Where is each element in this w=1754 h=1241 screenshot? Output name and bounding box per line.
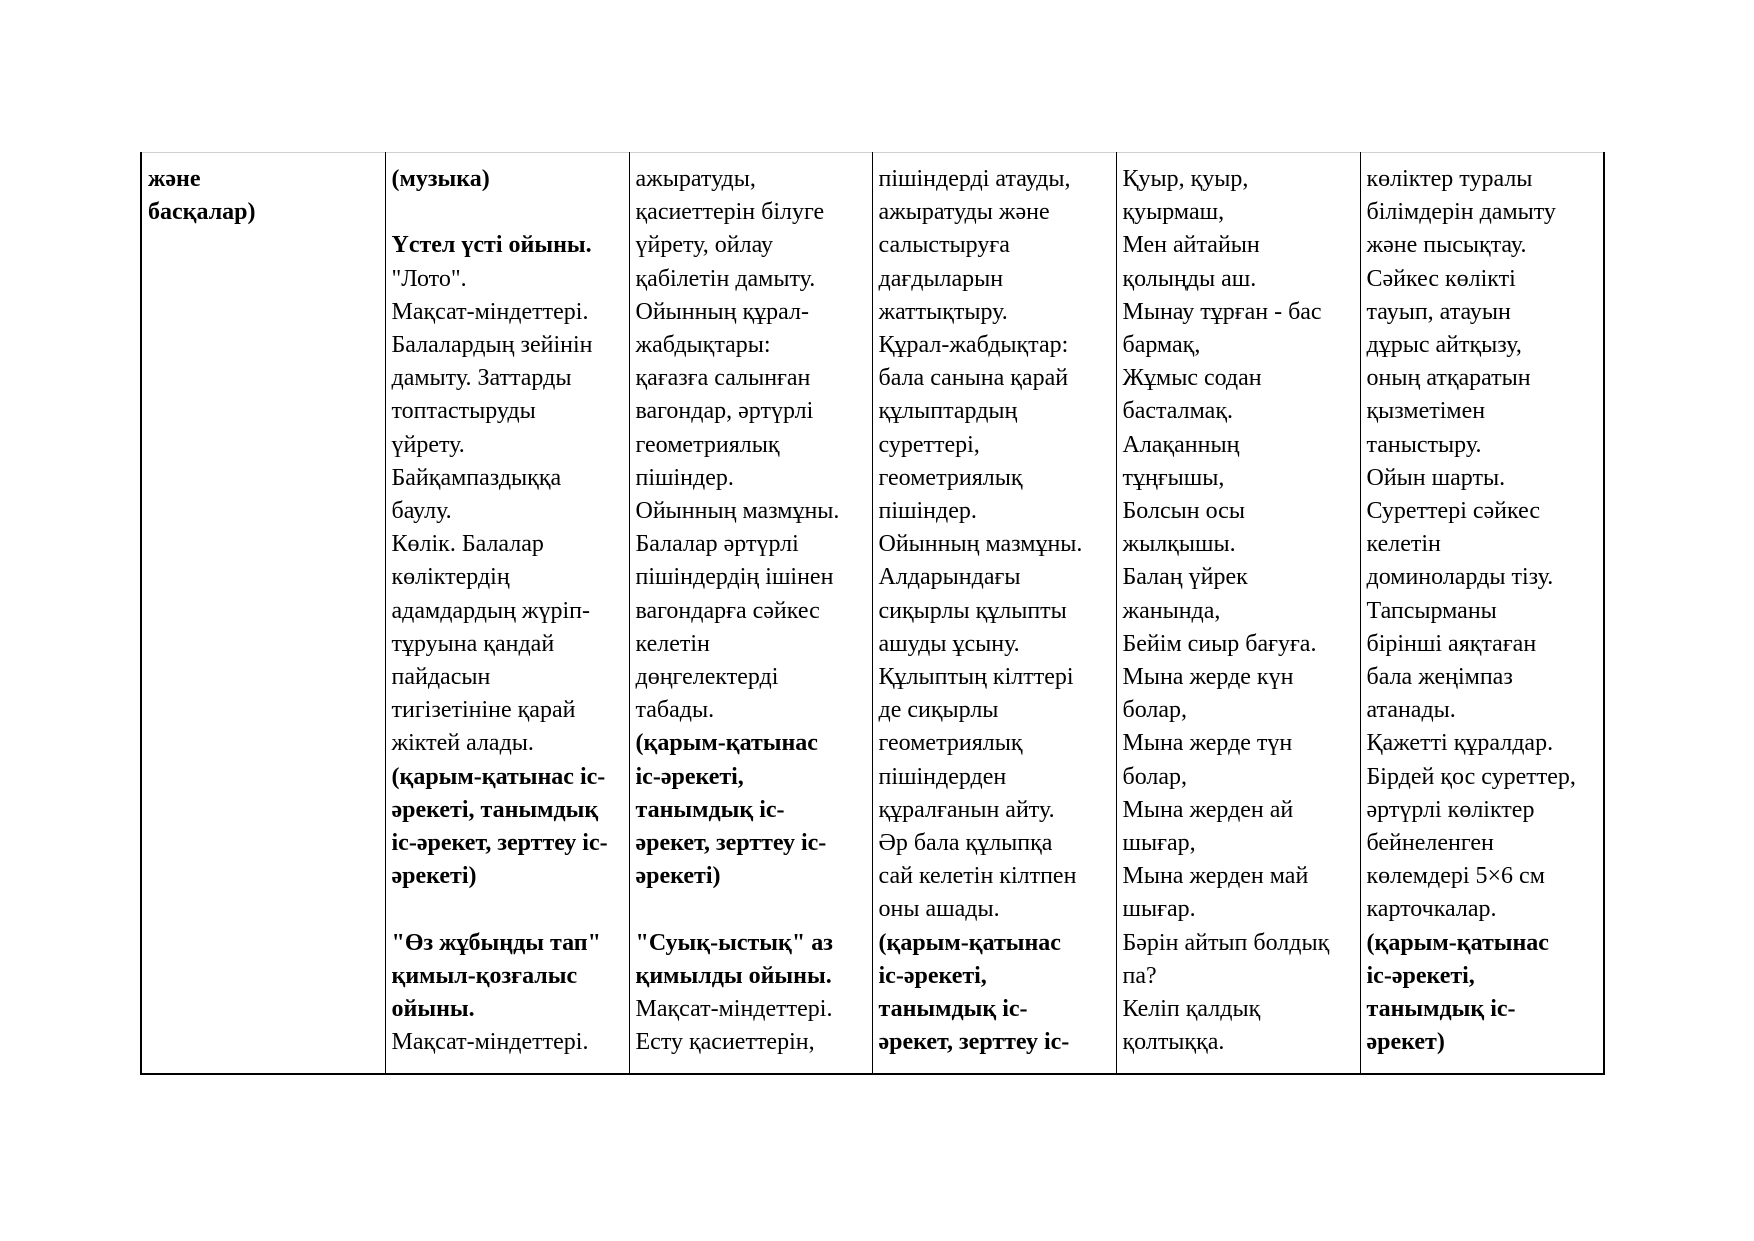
cell-text-line: Мына жерде күн <box>1122 664 1294 691</box>
cell-text-line: тигізетініне қарай <box>391 697 576 724</box>
cell-text-line: салыстыруға <box>878 232 1010 259</box>
cell-text-line: қолыңды аш. <box>1122 265 1257 292</box>
cell-text-line: доминоларды тізу. <box>1366 564 1554 591</box>
cell-text-line: қолтыққа. <box>1122 1029 1225 1056</box>
cell-text-line: әрекеті) <box>391 863 477 890</box>
cell-text-line: де сиқырлы <box>878 697 999 724</box>
cell-text-line: табады. <box>635 697 715 724</box>
cell-text-line: дөңгелектерді <box>635 664 779 691</box>
cell-text-line: келетін <box>1366 531 1441 558</box>
cell-text-line: топтастыруды <box>391 398 536 425</box>
cell-text-line: қызметімен <box>1366 398 1486 425</box>
cell-text-line: адамдардың жүріп- <box>391 597 591 624</box>
cell-text-line: және <box>148 166 201 192</box>
cell-text-line: қимылды ойыны. <box>635 962 832 989</box>
table-cell-col-5 <box>1116 153 1360 1075</box>
cell-text-line: бала жеңімпаз <box>1366 664 1513 691</box>
cell-text-line: вагондарға сәйкес <box>635 597 820 624</box>
cell-text-line: сиқырлы құлыпты <box>878 597 1067 624</box>
cell-text-line: Ойынның мазмұны. <box>635 498 840 525</box>
cell-text-line: әрекет, зерттеу іс- <box>635 830 827 857</box>
cell-text-line: пішіндерді атауды, <box>878 166 1071 192</box>
cell-text-line: ашуды ұсыну. <box>878 630 1020 657</box>
cell-text-line: геометриялық <box>878 464 1023 491</box>
cell-text-line: жанында, <box>1122 597 1221 624</box>
cell-text-line: "Суық-ыстық" аз <box>635 929 833 956</box>
cell-text-line: әрекет) <box>1366 1029 1445 1056</box>
cell-text-line: Болсын осы <box>1122 498 1245 525</box>
cell-text-line: Балаң үйрек <box>1122 564 1248 591</box>
cell-text-line: пішіндер. <box>635 464 734 491</box>
cell-text-line: Балалар әртүрлі <box>635 531 799 558</box>
cell-text-line: Бейім сиыр бағуға. <box>1122 630 1317 657</box>
cell-text-line: әрекеті, танымдық <box>391 796 599 823</box>
cell-text-line: қуырмаш, <box>1122 199 1225 226</box>
cell-text-line: Көлік. Балалар <box>391 531 544 558</box>
table-cell-col-1 <box>141 153 385 1075</box>
table-cell-col-3 <box>629 153 872 1075</box>
cell-text-line: Үстел үсті ойыны. <box>391 232 592 259</box>
cell-text-line: үйрету. <box>391 431 465 458</box>
cell-text-line: дамыту. Заттарды <box>391 365 572 392</box>
cell-text-line: іс-әрекеті, <box>878 962 987 989</box>
cell-text-line: Есту қасиеттерін, <box>635 1029 815 1056</box>
cell-text-line: тұңғышы, <box>1122 464 1225 491</box>
cell-text-line: Мақсат-міндеттері. <box>391 1029 589 1056</box>
cell-text-line: үйрету, ойлау <box>635 232 774 259</box>
cell-text-line: жылқышы. <box>1122 531 1236 558</box>
cell-text-line: көлемдері 5×6 см <box>1366 863 1545 890</box>
cell-text-line: па? <box>1122 962 1157 989</box>
cell-text-line: (музыка) <box>391 166 490 192</box>
cell-text-line: Ойынның құрал- <box>635 298 809 325</box>
cell-text-line: келетін <box>635 630 710 657</box>
cell-text-line: дұрыс айтқызу, <box>1366 332 1522 359</box>
table-cell-col-6 <box>1360 153 1604 1075</box>
cell-text-line: іс-әрекет, зерттеу іс- <box>391 830 608 857</box>
cell-text-line: (қарым-қатынас <box>878 929 1061 956</box>
cell-text-line: атанады. <box>1366 697 1456 724</box>
cell-text-line: басталмақ. <box>1122 398 1233 425</box>
table-cell-col-2 <box>385 153 629 1075</box>
cell-text-line: бірінші аяқтаған <box>1366 630 1537 657</box>
cell-text-line: тұруына қандай <box>391 630 555 657</box>
cell-text-line: әрекеті) <box>635 863 721 890</box>
cell-text-line: карточкалар. <box>1366 896 1497 923</box>
cell-text-line: бала санына қарай <box>878 365 1069 392</box>
cell-text-line: (қарым-қатынас <box>1366 929 1549 956</box>
cell-text-line: "Өз жұбыңды тап" <box>391 929 601 956</box>
cell-text-line: Байқампаздыққа <box>391 464 562 491</box>
cell-text-line: Суреттері сәйкес <box>1366 498 1540 525</box>
cell-text-line: вагондар, әртүрлі <box>635 398 814 425</box>
cell-text-line: ажыратуды, <box>635 166 756 192</box>
cell-text-line: Келіп қалдық <box>1122 996 1261 1023</box>
cell-text-line: геометриялық <box>878 730 1023 757</box>
cell-text-line: геометриялық <box>635 431 780 458</box>
cell-text-line: шығар. <box>1122 896 1196 923</box>
cell-text-line: Алақанның <box>1122 431 1240 458</box>
table-row <box>141 153 1604 1075</box>
cell-text-line: (қарым-қатынас <box>635 730 818 757</box>
cell-text-line: бармақ, <box>1122 332 1201 359</box>
cell-text-line: Бірдей қос суреттер, <box>1366 763 1576 790</box>
cell-text-line: және пысықтау. <box>1366 232 1527 259</box>
cell-text-line: баулу. <box>391 498 452 525</box>
cell-text-line: Бәрін айтып болдық <box>1122 929 1330 956</box>
cell-text-line: (қарым-қатынас іс- <box>391 763 606 790</box>
cell-text-line: құлыптардың <box>878 398 1018 425</box>
cell-text-line <box>392 893 623 926</box>
cell-text-line: "Лото". <box>391 265 467 292</box>
cell-text-line: болар, <box>1122 697 1188 724</box>
cell-text-line: Қуыр, қуыр, <box>1122 166 1249 192</box>
cell-text-line: басқалар) <box>148 199 256 226</box>
cell-text-line: танымдық іс- <box>1366 996 1516 1023</box>
cell-text-line: пішіндердің ішінен <box>635 564 834 591</box>
cell-text-line: іс-әрекеті, <box>1366 962 1475 989</box>
cell-text-line: Ойын шарты. <box>1366 464 1506 491</box>
cell-text-line: Мен айтайын <box>1122 232 1260 259</box>
cell-text-line: әртүрлі көліктер <box>1366 796 1535 823</box>
cell-text-line <box>392 196 623 229</box>
cell-text-line: ойыны. <box>391 996 475 1023</box>
cell-text-line: Мақсат-міндеттері. <box>391 298 589 325</box>
cell-text-line: қабілетін дамыту. <box>635 265 816 292</box>
cell-text-line <box>636 893 866 926</box>
cell-text-line: оны ашады. <box>878 896 1000 923</box>
cell-text-line: Тапсырманы <box>1366 597 1497 624</box>
cell-text-line: Ойынның мазмұны. <box>878 531 1083 558</box>
cell-text-line: Сәйкес көлікті <box>1366 265 1516 292</box>
cell-text-line: Мынау тұрған - бас <box>1122 298 1322 325</box>
cell-text-line: бейнеленген <box>1366 830 1494 857</box>
cell-text-line: пішіндер. <box>878 498 977 525</box>
cell-text-line: ажыратуды және <box>878 199 1050 226</box>
cell-text-line: Мына жерден май <box>1122 863 1309 890</box>
cell-text-line: қимыл-қозғалыс <box>391 962 578 989</box>
cell-text-line: Әр бала құлыпқа <box>878 830 1053 857</box>
cell-text-line: Қажетті құралдар. <box>1366 730 1554 757</box>
cell-text-line: Мақсат-міндеттері. <box>635 996 833 1023</box>
lesson-plan-table <box>140 152 1605 1075</box>
cell-text-line: Алдарындағы <box>878 564 1021 591</box>
cell-text-line: көліктердің <box>391 564 510 591</box>
cell-text-line: көліктер туралы <box>1366 166 1533 192</box>
cell-text-line: оның атқаратын <box>1366 365 1531 392</box>
cell-text-line: суреттері, <box>878 431 980 458</box>
cell-text-line: әрекет, зерттеу іс- <box>878 1029 1070 1056</box>
cell-text-line: Құлыптың кілттері <box>878 664 1074 691</box>
cell-text-line: іс-әрекеті, <box>635 763 744 790</box>
cell-text-line: Құрал-жабдықтар: <box>878 332 1069 359</box>
cell-text-line: қасиеттерін білуге <box>635 199 825 226</box>
table-cell-col-4 <box>872 153 1116 1075</box>
cell-text-line: танымдық іс- <box>878 996 1028 1023</box>
cell-text-line: пайдасын <box>391 664 491 691</box>
cell-text-line: құралғанын айту. <box>878 796 1055 823</box>
cell-text-line: Жұмыс содан <box>1122 365 1262 392</box>
cell-text-line: дағдыларын <box>878 265 1004 292</box>
cell-text-line: пішіндерден <box>878 763 1007 790</box>
cell-text-line: жіктей алады. <box>391 730 534 757</box>
cell-text-line: жабдықтары: <box>635 332 771 359</box>
cell-text-line: Мына жерден ай <box>1122 796 1294 823</box>
cell-text-line: білімдерін дамыту <box>1366 199 1556 226</box>
cell-text-line: жаттықтыру. <box>878 298 1008 325</box>
cell-text-line: танымдық іс- <box>635 796 785 823</box>
cell-text-line: Мына жерде түн <box>1122 730 1293 757</box>
cell-text-line: болар, <box>1122 763 1188 790</box>
cell-text-line: шығар, <box>1122 830 1196 857</box>
cell-text-line: қағазға салынған <box>635 365 811 392</box>
cell-text-line: Балалардың зейінін <box>391 332 593 358</box>
cell-text-line: тауып, атауын <box>1366 298 1511 325</box>
cell-text-line: сай келетін кілтпен <box>878 863 1077 890</box>
cell-text-line: таныстыру. <box>1366 431 1482 458</box>
